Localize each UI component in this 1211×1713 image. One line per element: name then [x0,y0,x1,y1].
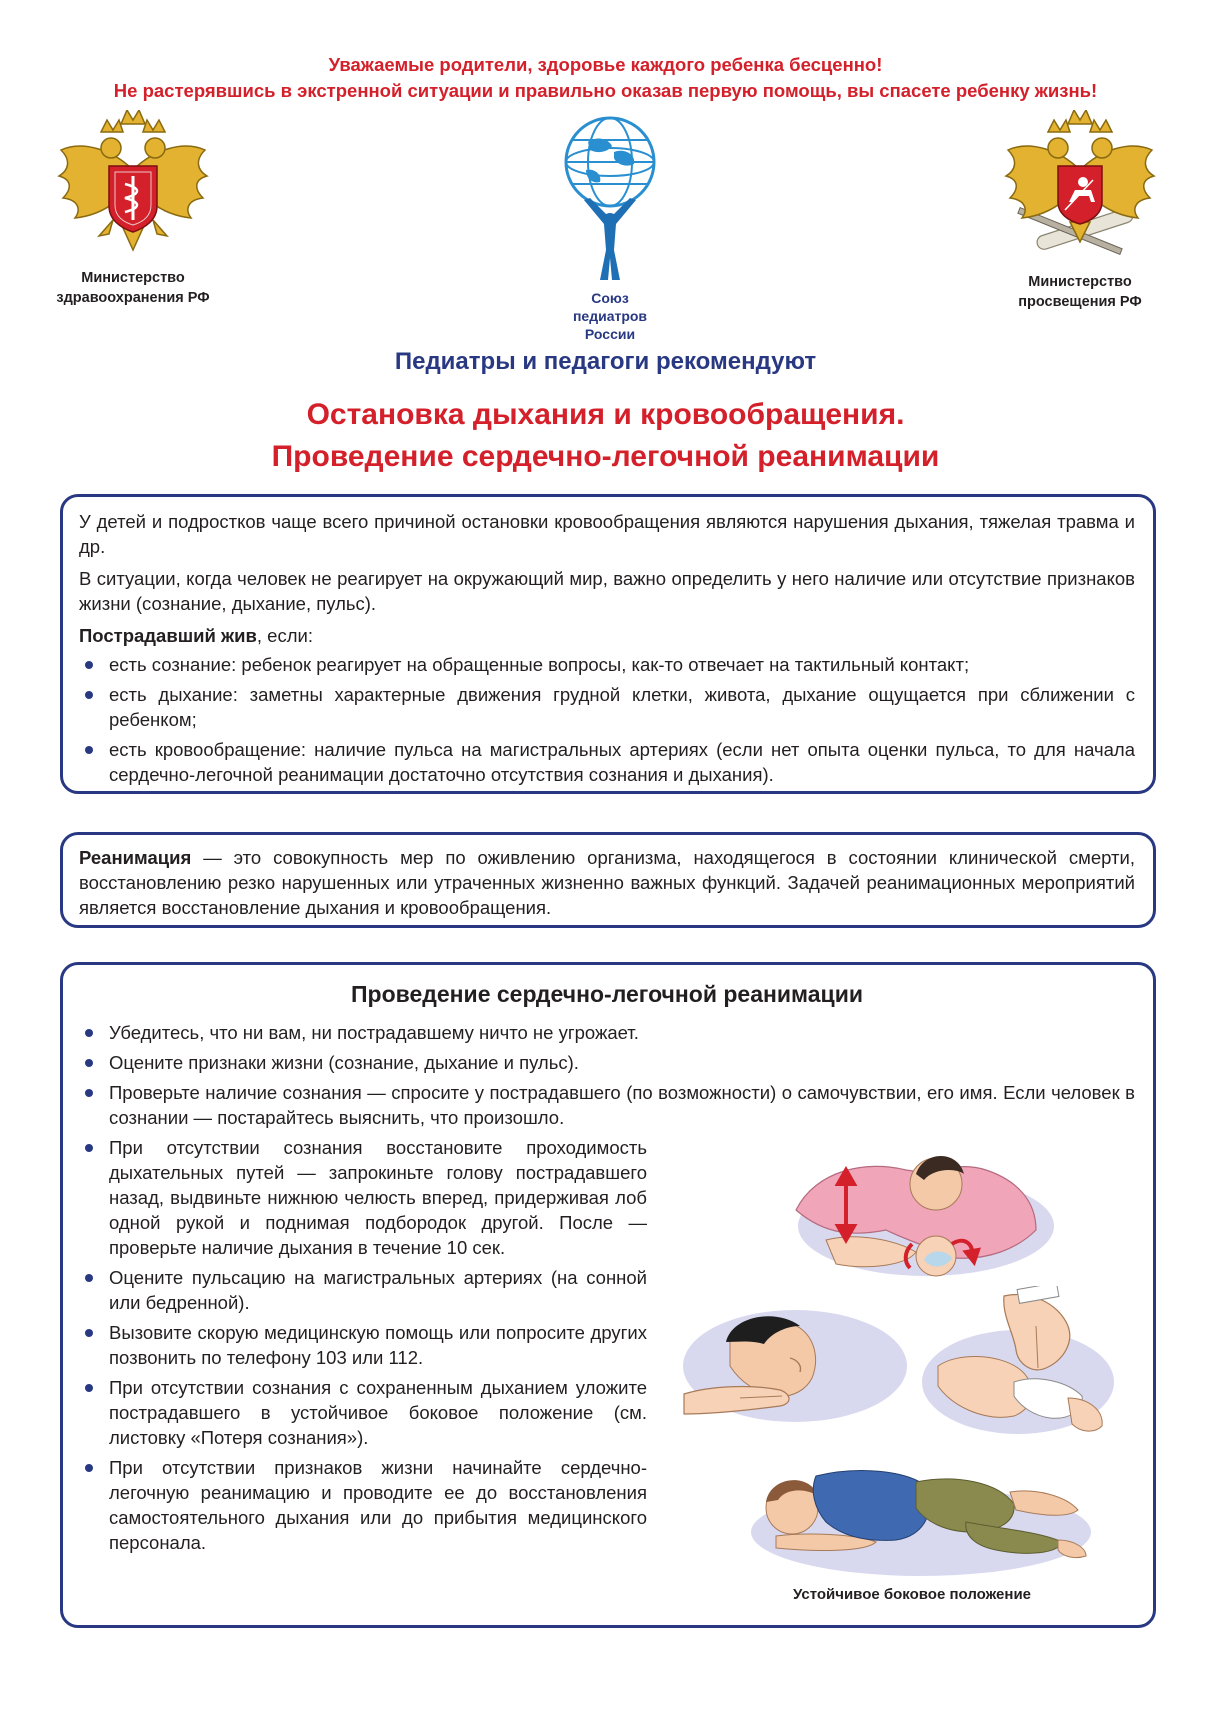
left-logo-line-1: Министерство [81,270,185,286]
list-item: есть дыхание: заметны характерные движения грудной клетки, живота, дыхание ощущается при сближении с ребенком; [79,682,1135,732]
list-item: Проверьте наличие сознания — спросите у пострадавшего (по возможности) о самочувствии, его имя. Если человек в сознании — постарайтесь выяснить, что произошло. [79,1080,1135,1130]
title-line-1: Остановка дыхания и кровообращения. [306,398,905,431]
page-title [0,394,1211,478]
list-item: есть кровообращение: наличие пульса на магистральных артериях (если нет опыта оценки пульса, то для начала сердечно-легочной реанимации достаточно отсутствия сознания и дыхания). [79,737,1135,787]
recovery-position-caption: Устойчивое боковое положение [792,1586,1032,1603]
header-appeal [0,52,1211,104]
recommendation-subtitle: Педиатры и педагоги рекомендуют [394,348,817,375]
list-item: Убедитесь, что ни вам, ни пострадавшему ничто не угрожает. [79,1020,1135,1045]
intro-box [60,494,1156,794]
list-item: Оцените признаки жизни (сознание, дыхание и пульс). [79,1050,1135,1075]
airway-head-tilt-illustration [786,1140,1056,1290]
list-item: При отсутствии сознания восстановите проходимость дыхательных путей — запрокиньте голову пострадавшего назад, выдвиньте нижнюю челюсть вперед, придерживая лоб одной рукой и поднимая подбородок другой. После — проверьте наличие дыхания в течение 10 сек. [79,1135,647,1260]
list-item: Оцените пульсацию на магистральных артериях (на сонной или бедренной). [79,1265,647,1315]
ministry-health-logo [48,110,218,308]
union-pediatricians-logo [540,112,680,343]
alive-criteria-list [79,652,1135,787]
alive-criteria-heading [79,623,1135,648]
left-logo-line-2: здравоохранения РФ [56,290,210,306]
right-logo-line-1: Министерство [1028,274,1132,290]
carotid-pulse-illustration [680,1298,910,1428]
header-line-2: Не растерявшись в экстренной ситуации и правильно оказав первую помощь, вы спасете ребенку жизнь! [113,80,1098,101]
coat-of-arms-medical-icon [53,110,213,260]
alive-rest-label: , если: [256,625,313,646]
list-item: есть сознание: ребенок реагирует на обращенные вопросы, как-то отвечает на тактильный контакт; [79,652,1135,677]
recovery-position-illustration [746,1452,1096,1582]
header-line-1: Уважаемые родители, здоровье каждого ребенка бесценно! [328,54,883,75]
definition-term: Реанимация [79,847,192,868]
list-item: При отсутствии признаков жизни начинайте сердечно-легочную реанимацию и проводите ее до восстановления самостоятельного дыхания или до прибытия медицинского персонала. [79,1455,647,1555]
cpr-section-title: Проведение сердечно-легочной реанимации [351,981,863,1007]
coat-of-arms-education-icon [995,110,1165,260]
intro-paragraph-2: В ситуации, когда человек не реагирует на окружающий мир, важно определить у него наличие или отсутствие признаков жизни (сознание, дыхание, пульс). [79,568,1135,614]
intro-paragraph-1: У детей и подростков чаще всего причиной остановки кровообращения являются нарушения дыхания, тяжелая травма и др. [79,511,1135,557]
alive-bold-label: Пострадавший жив [79,625,257,646]
definition-box [60,832,1156,928]
ministry-education-logo [990,110,1170,312]
right-logo-line-2: просвещения РФ [1018,294,1142,310]
center-logo-line-1: Союз [591,290,629,306]
list-item: При отсутствии сознания с сохраненным дыханием уложите пострадавшего в устойчивое боковое положение (см. листовку «Потеря сознания»). [79,1375,647,1450]
center-logo-line-2: педиатров [572,308,648,324]
title-line-2: Проведение сердечно-легочной реанимации [271,440,940,473]
cpr-steps-list-continued [79,1135,647,1555]
definition-body: — это совокупность мер по оживлению организма, находящегося в состоянии клинической смерти, восстановлению резко нарушенных или утраченных жизненно важных функций. Задачей реанимационных мероприятий является восстановление дыхания и кровообращения. [79,847,1135,918]
femoral-pulse-illustration [918,1286,1118,1446]
definition-text [79,845,1135,920]
center-logo-line-3: России [584,326,636,342]
list-item: Вызовите скорую медицинскую помощь или попросите других позвонить по телефону 103 или 112. [79,1320,647,1370]
cpr-steps-list [79,1020,1135,1130]
globe-person-icon [550,112,670,282]
